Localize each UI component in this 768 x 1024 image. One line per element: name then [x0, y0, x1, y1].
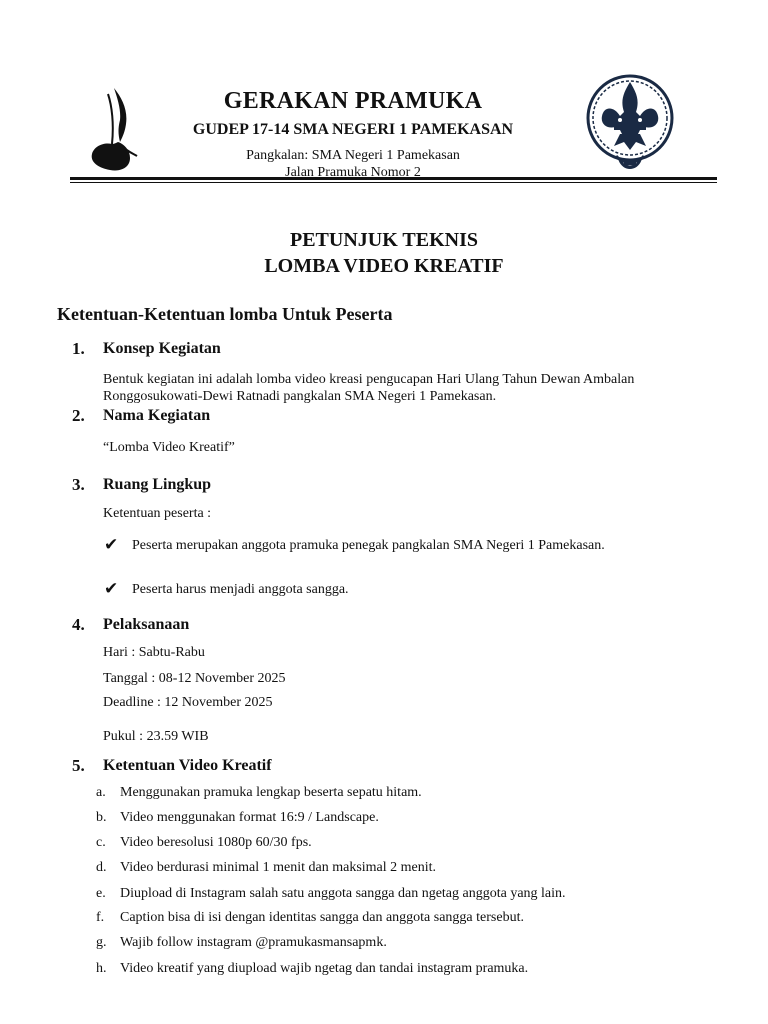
- item-heading: Ruang Lingkup: [103, 476, 212, 493]
- schedule-day: Hari : Sabtu-Rabu: [103, 645, 205, 660]
- list-item: Video berdurasi minimal 1 menit dan maksimal 2 menit.: [120, 860, 437, 875]
- list-letter: e.: [96, 886, 106, 901]
- list-letter: g.: [96, 935, 107, 950]
- item-number: 3.: [72, 475, 85, 494]
- list-letter: c.: [96, 835, 106, 850]
- list-letter: b.: [96, 810, 107, 825]
- item-heading: Ketentuan Video Kreatif: [103, 757, 272, 774]
- list-item: Caption bisa di isi dengan identitas sangga dan anggota sangga tersebut.: [120, 910, 524, 925]
- list-letter: a.: [96, 785, 106, 800]
- organization-title: GERAKAN PRAMUKA: [223, 88, 483, 114]
- header-divider: [70, 177, 717, 180]
- organization-subtitle: GUDEP 17-14 SMA NEGERI 1 PAMEKASAN: [192, 121, 514, 138]
- schedule-time: Pukul : 23.59 WIB: [103, 729, 209, 744]
- list-item: Video kreatif yang diupload wajib ngetag dan tandai instagram pramuka.: [120, 961, 529, 976]
- list-item: Wajib follow instagram @pramukasmansapmk.: [120, 935, 387, 950]
- list-item: Menggunakan pramuka lengkap beserta sepatu hitam.: [120, 785, 422, 800]
- item-text-line: “Lomba Video Kreatif”: [103, 440, 235, 455]
- item-text-line: Bentuk kegiatan ini adalah lomba video kreasi pengucapan Hari Ulang Tahun Dewan Ambalan: [103, 372, 635, 387]
- document-title-line-1: PETUNJUK TEKNIS: [289, 229, 478, 251]
- schedule-deadline: Deadline : 12 November 2025: [103, 695, 273, 710]
- list-letter: f.: [96, 910, 105, 925]
- item-text-line: Ronggosukowati-Dewi Ratnadi pangkalan SMA Negeri 1 Pamekasan.: [103, 389, 497, 404]
- item-number: 2.: [72, 406, 85, 425]
- list-letter: d.: [96, 860, 107, 875]
- section-title: Ketentuan-Ketentuan lomba Untuk Peserta: [57, 304, 393, 324]
- list-item: Video beresolusi 1080p 60/30 fps.: [120, 835, 312, 850]
- item-intro: Ketentuan peserta :: [103, 506, 212, 521]
- item-heading: Konsep Kegiatan: [103, 340, 221, 357]
- check-list-item: Peserta merupakan anggota pramuka penegak pangkalan SMA Negeri 1 Pamekasan.: [132, 538, 605, 553]
- schedule-date: Tanggal : 08-12 November 2025: [103, 671, 286, 686]
- scout-fleur-de-lis-icon: [584, 72, 676, 176]
- check-icon: ✔: [104, 579, 119, 598]
- tunas-kelapa-icon: [82, 84, 138, 174]
- header-divider-thin: [70, 182, 717, 183]
- document-title-line-2: LOMBA VIDEO KREATIF: [264, 255, 504, 277]
- address-line-2: Jalan Pramuka Nomor 2: [285, 165, 421, 177]
- address-line-1: Pangkalan: SMA Negeri 1 Pamekasan: [246, 148, 460, 163]
- item-number: 1.: [72, 339, 85, 358]
- check-icon: ✔: [104, 535, 119, 554]
- check-list-item: Peserta harus menjadi anggota sangga.: [132, 582, 349, 597]
- item-heading: Nama Kegiatan: [103, 407, 211, 424]
- list-item: Video menggunakan format 16:9 / Landscape.: [120, 810, 379, 825]
- item-number: 4.: [72, 615, 85, 634]
- item-number: 5.: [72, 756, 85, 775]
- list-item: Diupload di Instagram salah satu anggota sangga dan ngetag anggota yang lain.: [120, 886, 566, 901]
- list-letter: h.: [96, 961, 107, 976]
- item-heading: Pelaksanaan: [103, 616, 190, 633]
